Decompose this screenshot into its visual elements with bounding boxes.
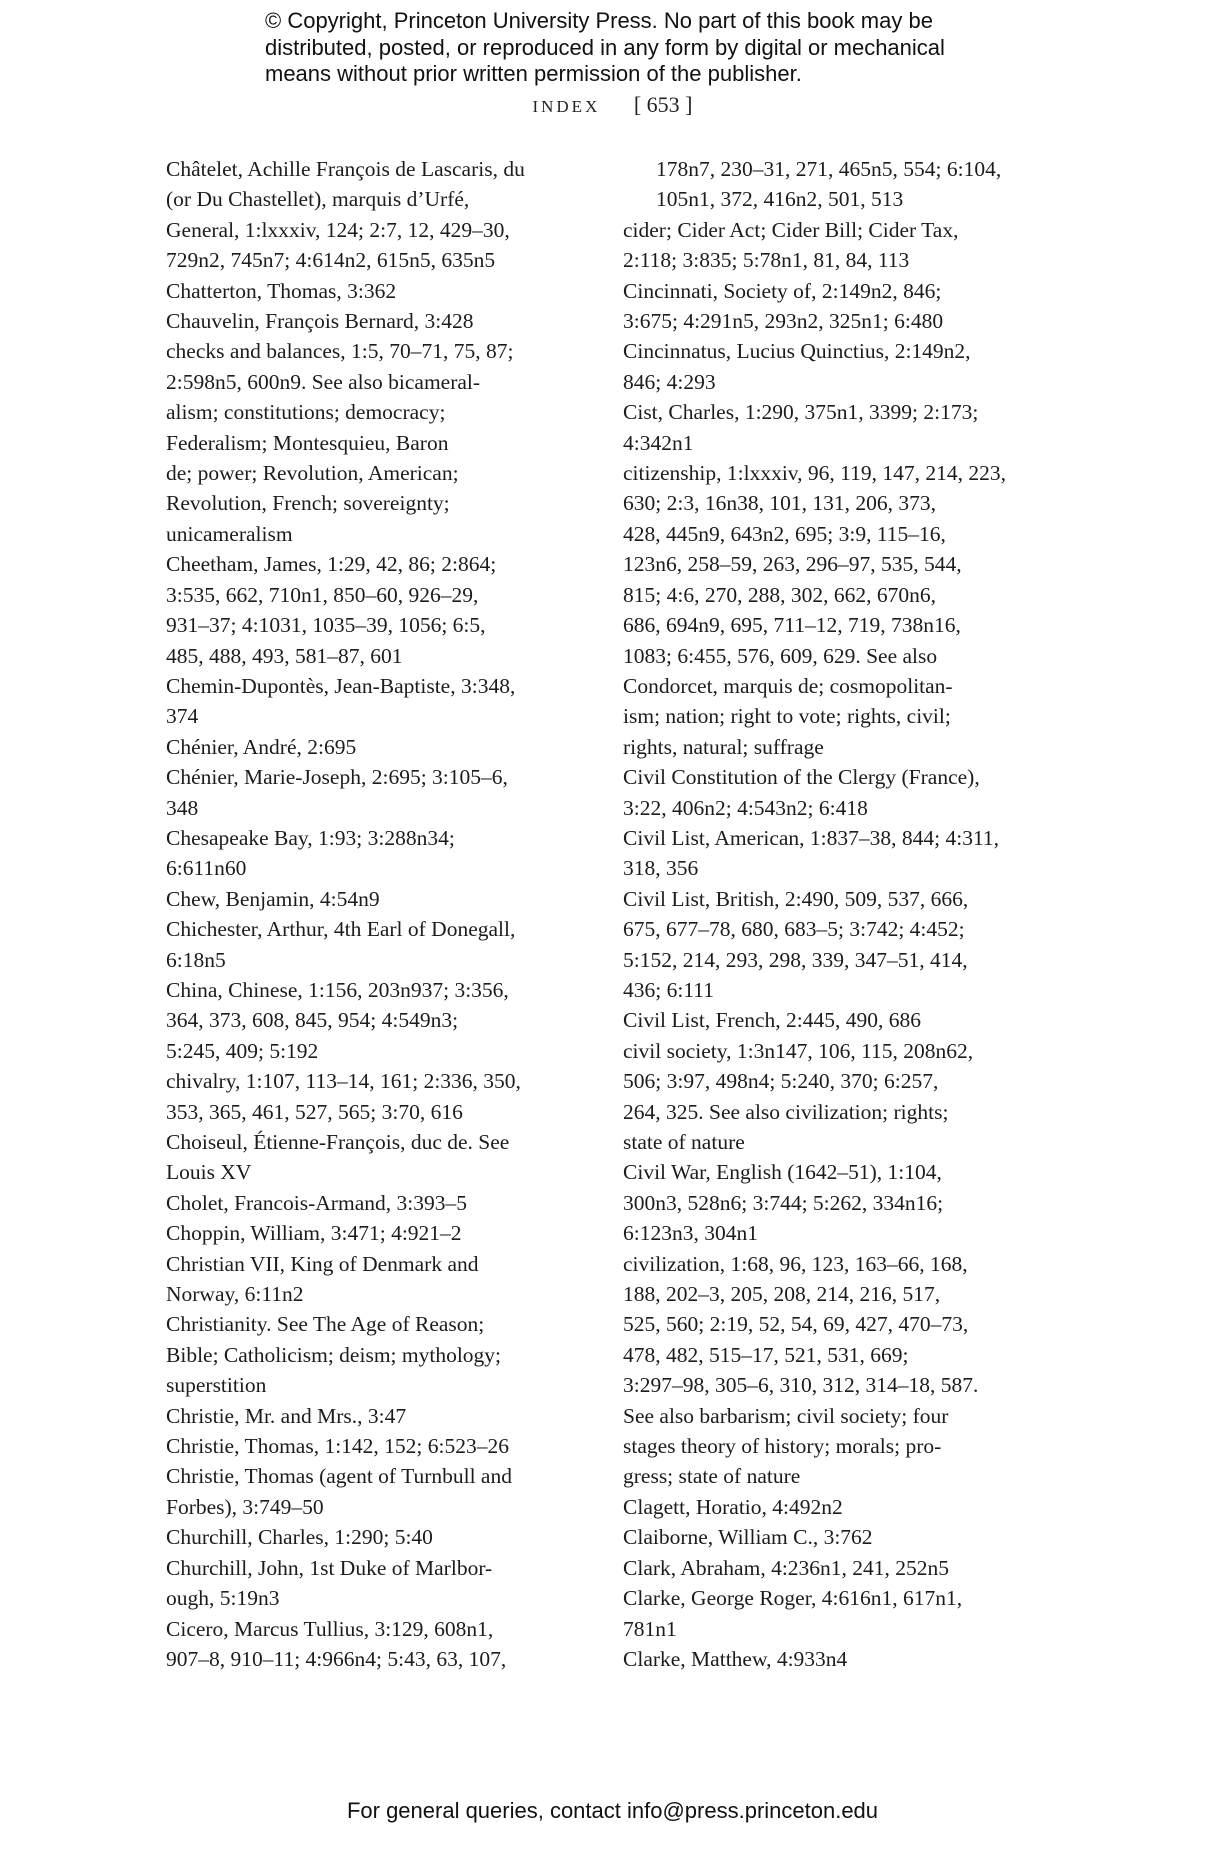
index-entry-line: 436; 6:111 [623,977,714,1002]
index-entry-line: chivalry, 1:107, 113–14, 161; 2:336, 350, [166,1069,521,1094]
index-entry-line: Churchill, John, 1st Duke of Marlbor- [166,1555,493,1580]
index-entry-line: ism; nation; right to vote; rights, civil; [623,704,951,729]
index-entry [166,306,586,336]
index-entry [166,1309,586,1400]
index-entry-line: de; power; Revolution, American; [166,461,459,486]
index-entry-line: 846; 4:293 [623,369,716,394]
index-entry [623,1005,1043,1035]
footer-contact: For general queries, contact info@press.princeton.edu [346,1798,879,1823]
index-entry-line: 300n3, 528n6; 3:744; 5:262, 334n16; [623,1190,944,1215]
index-entry-line: Chauvelin, François Bernard, 3:428 [166,309,474,334]
index-entry-line: 506; 3:97, 498n4; 5:240, 370; 6:257, [623,1069,939,1094]
index-entry-line: 105n1, 372, 416n2, 501, 513 [656,187,904,212]
index-entry [166,1553,586,1614]
index-entry [623,1492,1043,1522]
index-entry [623,1553,1043,1583]
index-entry [166,823,586,884]
index-entry [166,975,586,1066]
index-entry [166,1522,586,1552]
index-entry [166,732,586,762]
index-entry-line: 3:22, 406n2; 4:543n2; 6:418 [623,795,868,820]
index-entry-line: 630; 2:3, 16n38, 101, 131, 206, 373, [623,491,936,516]
index-entry-line: 348 [166,795,199,820]
index-entry-line: Christie, Thomas, 1:142, 152; 6:523–26 [166,1434,510,1459]
index-entry-line: Chénier, André, 2:695 [166,734,357,759]
index-entry-line: Cist, Charles, 1:290, 375n1, 3399; 2:173; [623,400,979,425]
index-entry-line: 2:118; 3:835; 5:78n1, 81, 84, 113 [623,248,910,273]
copyright-notice [265,8,1025,88]
index-entry [166,884,586,914]
index-entry-line: 485, 488, 493, 581–87, 601 [166,643,403,668]
index-entry-line: superstition [166,1373,267,1398]
index-entry-line: Christie, Thomas (agent of Turnbull and [166,1464,512,1489]
index-entry-line: Civil War, English (1642–51), 1:104, [623,1160,942,1185]
index-entry-line: ough, 5:19n3 [166,1586,280,1611]
index-entry-line: 4:342n1 [623,430,694,455]
index-entry [623,1522,1043,1552]
index-entry-line: 178n7, 230–31, 271, 465n5, 554; 6:104, [656,157,1002,181]
running-head-label: INDEX [532,97,601,116]
index-entry-line: Norway, 6:11n2 [166,1282,304,1307]
index-entry [166,1461,586,1522]
index-entry [166,914,586,975]
index-entry-line: citizenship, 1:lxxxiv, 96, 119, 147, 214, 223, [623,461,1006,486]
index-entry-line: Chénier, Marie-Joseph, 2:695; 3:105–6, [166,765,508,790]
index-entry [623,1249,1043,1492]
index-entry-line: See also barbarism; civil society; four [623,1403,949,1428]
index-entry [623,397,1043,458]
index-entry-line: checks and balances, 1:5, 70–71, 75, 87; [166,339,514,364]
index-entry [166,154,586,276]
index-entry-line: cider; Cider Act; Cider Bill; Cider Tax, [623,217,959,242]
index-entry-line: Cheetham, James, 1:29, 42, 86; 2:864; [166,552,497,577]
index-entry-line: 264, 325. See also civilization; rights; [623,1099,949,1124]
index-entry-line: Cicero, Marcus Tullius, 3:129, 608n1, [166,1616,494,1641]
index-entry [166,276,586,306]
running-head [0,92,1225,118]
index-entry-line: unicameralism [166,521,293,546]
index-entry [623,823,1043,884]
index-entry-line: Condorcet, marquis de; cosmopolitan- [623,673,953,698]
index-entry-continuation [623,154,1043,215]
index-entry-line: Clarke, Matthew, 4:933n4 [623,1646,848,1671]
index-entry-line: Claiborne, William C., 3:762 [623,1525,873,1550]
index-entry-line: 1083; 6:455, 576, 609, 629. See also [623,643,938,668]
copyright-line: © Copyright, Princeton University Press. No part of this book may be [265,8,933,33]
index-entry-line: 931–37; 4:1031, 1035–39, 1056; 6:5, [166,613,486,638]
index-entry [166,1614,586,1675]
index-entry-line: Christianity. See The Age of Reason; [166,1312,485,1337]
index-entry [166,1188,586,1218]
index-entry-line: 6:611n60 [166,856,247,881]
index-entry [166,1127,586,1188]
index-entry-line: stages theory of history; morals; pro- [623,1434,942,1459]
index-entry-line: Chatterton, Thomas, 3:362 [166,278,397,303]
index-entry-line: Chichester, Arthur, 4th Earl of Donegall, [166,917,516,942]
index-entry [166,336,586,549]
index-entry [166,1431,586,1461]
index-entry-line: 374 [166,704,199,729]
index-entry-line: Christie, Mr. and Mrs., 3:47 [166,1403,407,1428]
index-entry-line: Civil List, American, 1:837–38, 844; 4:311, [623,825,1000,850]
index-entry-line: 907–8, 910–11; 4:966n4; 5:43, 63, 107, [166,1646,507,1671]
index-entry-line: General, 1:lxxxiv, 124; 2:7, 12, 429–30, [166,217,510,242]
index-entry-line: 729n2, 745n7; 4:614n2, 615n5, 635n5 [166,248,496,273]
index-entry [623,276,1043,337]
index-entry [623,215,1043,276]
index-entry-line: 6:18n5 [166,947,226,972]
index-entry-line: Chesapeake Bay, 1:93; 3:288n34; [166,825,455,850]
index-entry-line: Christian VII, King of Denmark and [166,1251,479,1276]
index-entry-line: 815; 4:6, 270, 288, 302, 662, 670n6, [623,582,936,607]
index-entry-line: Bible; Catholicism; deism; mythology; [166,1342,502,1367]
index-entry-line: 353, 365, 461, 527, 565; 3:70, 616 [166,1099,463,1124]
index-entry-line: state of nature [623,1130,745,1154]
copyright-line: means without prior written permission of the publisher. [265,61,802,86]
index-entry-line: 3:535, 662, 710n1, 850–60, 926–29, [166,582,479,607]
index-entry-line: 3:297–98, 305–6, 310, 312, 314–18, 587. [623,1373,979,1398]
index-entry [623,1036,1043,1158]
index-entry-line: Cholet, Francois-Armand, 3:393–5 [166,1190,467,1215]
index-entry-line: 5:152, 214, 293, 298, 339, 347–51, 414, [623,947,968,972]
index-entry-line: (or Du Chastellet), marquis d’Urfé, [166,187,470,212]
index-entry-line: Revolution, French; sovereignty; [166,491,450,516]
index-entry-line: 525, 560; 2:19, 52, 54, 69, 427, 470–73, [623,1312,969,1337]
index-column-left [166,154,586,1674]
index-entry-line: Cincinnati, Society of, 2:149n2, 846; [623,278,942,303]
index-entry-line: Clark, Abraham, 4:236n1, 241, 252n5 [623,1555,950,1580]
index-entry-line: 364, 373, 608, 845, 954; 4:549n3; [166,1008,459,1033]
index-entry-line: Churchill, Charles, 1:290; 5:40 [166,1525,433,1550]
index-entry-line: 675, 677–78, 680, 683–5; 3:742; 4:452; [623,917,965,942]
index-entry-line: Chew, Benjamin, 4:54n9 [166,886,380,911]
index-entry-line: 2:598n5, 600n9. See also bicameral- [166,369,481,394]
index-entry [166,1401,586,1431]
index-entry-line: 123n6, 258–59, 263, 296–97, 535, 544, [623,552,962,577]
index-entry [623,458,1043,762]
index-entry-line: Choppin, William, 3:471; 4:921–2 [166,1221,462,1246]
copyright-line: distributed, posted, or reproduced in any form by digital or mechanical [265,34,945,60]
index-entry-line: 6:123n3, 304n1 [623,1221,758,1246]
index-entry [623,1583,1043,1644]
index-entry [166,1218,586,1248]
index-entry-line: 188, 202–3, 205, 208, 214, 216, 517, [623,1282,941,1307]
page-number: [ 653 ] [633,92,693,117]
index-entry-line: gress; state of nature [623,1464,801,1489]
index-entry-line: Civil List, British, 2:490, 509, 537, 666, [623,886,969,911]
index-entry [623,336,1043,397]
index-entry [623,1644,1043,1674]
index-entry-line: civilization, 1:68, 96, 123, 163–66, 168, [623,1251,968,1276]
index-entry-line: Clarke, George Roger, 4:616n1, 617n1, [623,1586,963,1611]
index-entry-line: 686, 694n9, 695, 711–12, 719, 738n16, [623,613,961,638]
index-entry-line: civil society, 1:3n147, 106, 115, 208n62, [623,1038,974,1063]
index-entry [623,884,1043,1006]
index-entry [166,1066,586,1127]
index-entry-line: 428, 445n9, 643n2, 695; 3:9, 115–16, [623,521,946,546]
index-entry-line: Chemin-Dupontès, Jean-Baptiste, 3:348, [166,673,516,698]
index-entry-line: Federalism; Montesquieu, Baron [166,430,449,455]
index-entry [166,549,586,671]
index-entry [166,671,586,732]
index-entry [166,762,586,823]
index-entry [623,1157,1043,1248]
index-entry-line: Choiseul, Étienne-François, duc de. See [166,1130,510,1154]
index-entry-line: Clagett, Horatio, 4:492n2 [623,1494,843,1519]
index-entry-line: Louis XV [166,1160,252,1185]
index-entry-line: 781n1 [623,1616,677,1641]
index-entry-line: 478, 482, 515–17, 521, 531, 669; [623,1342,909,1367]
index-entry-line: Civil List, French, 2:445, 490, 686 [623,1008,922,1033]
index-column-right [623,154,1043,1674]
index-entry-line: 318, 356 [623,856,699,881]
index-entry-line: China, Chinese, 1:156, 203n937; 3:356, [166,977,509,1002]
index-entry-line: alism; constitutions; democracy; [166,400,446,425]
index-entry-line: 3:675; 4:291n5, 293n2, 325n1; 6:480 [623,309,944,334]
index-entry-line: 5:245, 409; 5:192 [166,1038,319,1063]
index-entry-line: Civil Constitution of the Clergy (France), [623,765,980,790]
index-entry [166,1249,586,1310]
index-entry-line: rights, natural; suffrage [623,734,824,759]
index-entry-line: Cincinnatus, Lucius Quinctius, 2:149n2, [623,339,971,364]
index-entry-line: Forbes), 3:749–50 [166,1494,324,1519]
index-entry [623,762,1043,823]
index-entry-line: Châtelet, Achille François de Lascaris, du [166,157,525,181]
